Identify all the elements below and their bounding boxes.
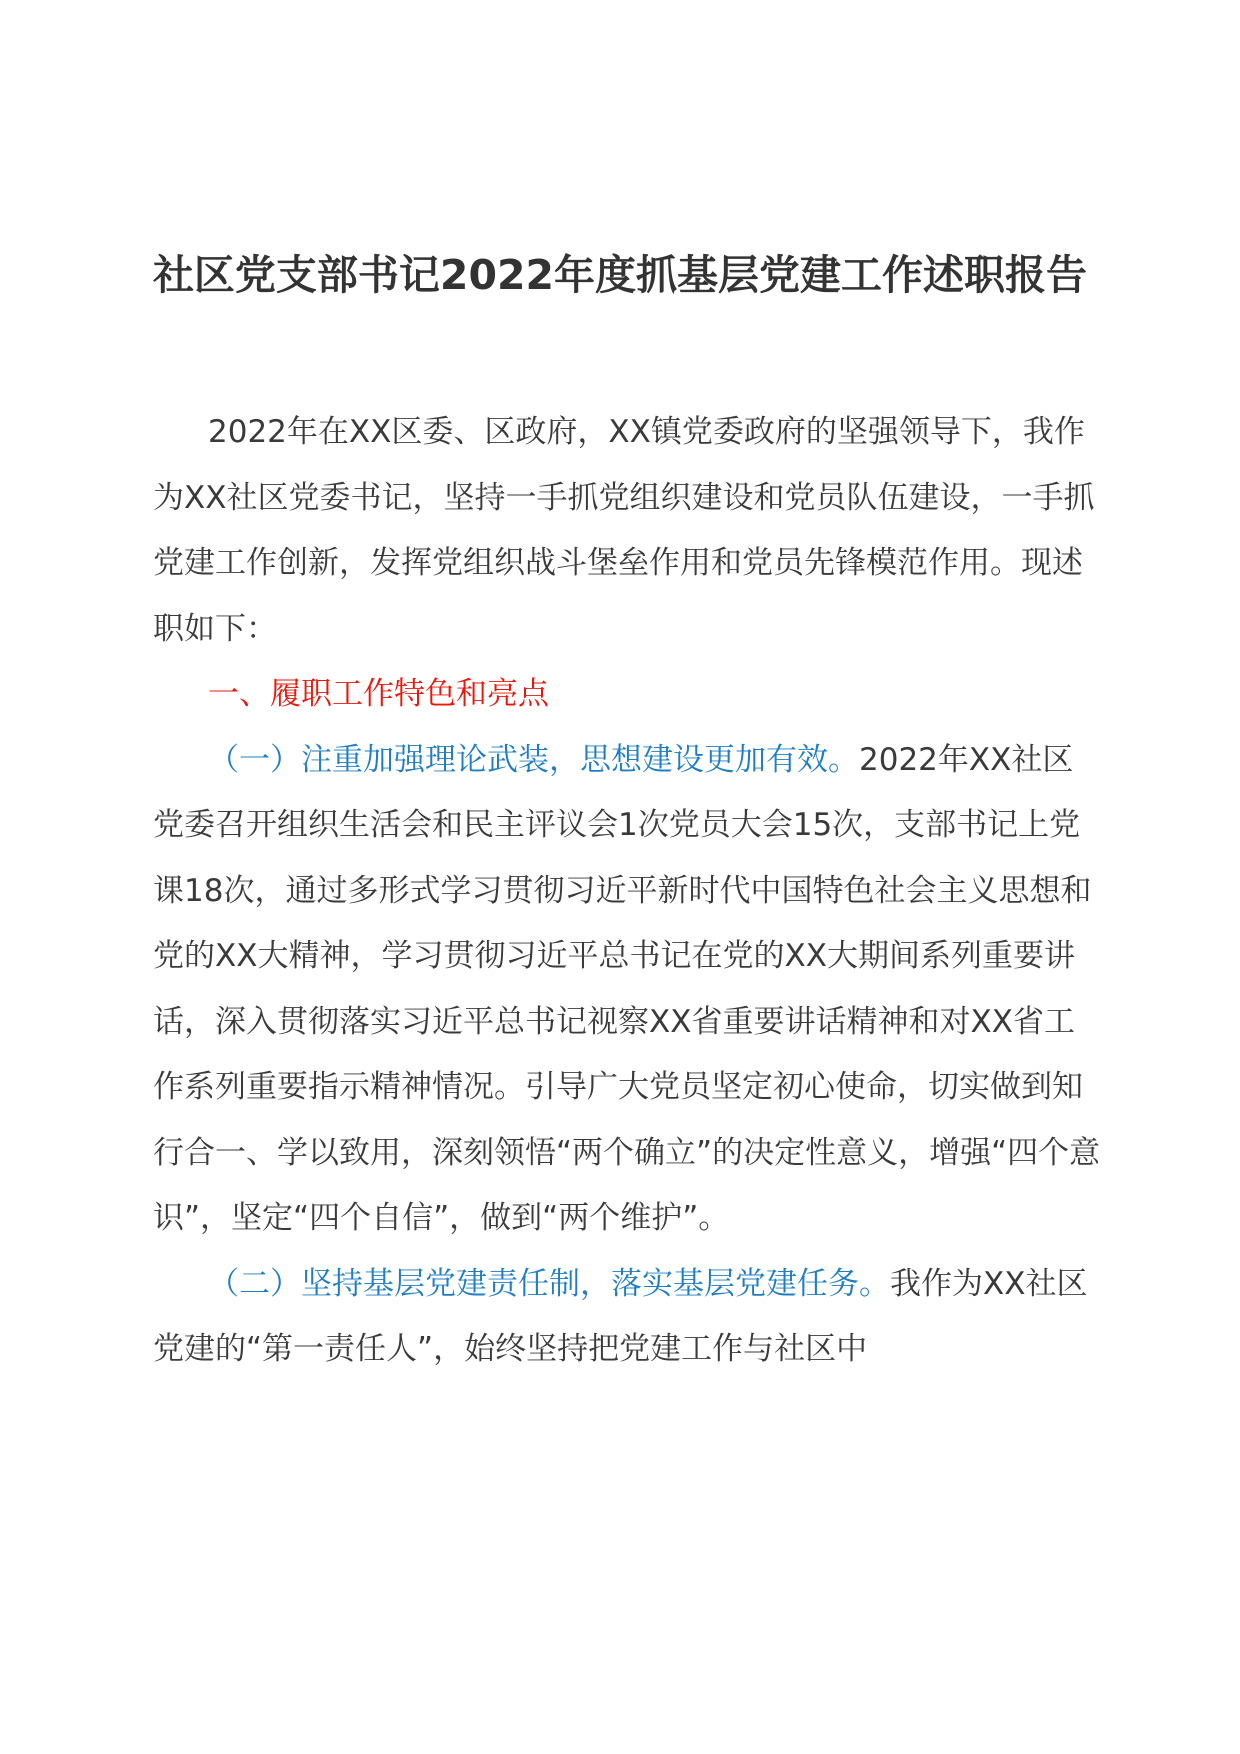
- subsection-body-1: 2022年XX社区党委召开组织生活会和民主评议会1次党员大会15次，支部书记上党课18次，通过多形式学习贯彻习近平新时代中国特色社会主义思想和党的XX大精神，学习贯彻习近平总书记在党的XX大期间系列重要讲话，深入贯彻落实习近平总书记视察XX省重要讲话精神和对XX省工作系列重要指示精神情况。引导广大党员坚定初心使命，切实做到知行合一、学以致用，深刻领悟“两个确立”的决定性意义，增强“四个意识”，坚定“四个自信”，做到“两个维护”。: [153, 741, 1101, 1236]
- document-body: [153, 400, 1103, 1383]
- subsection-paragraph-2: [153, 1252, 1103, 1383]
- intro-paragraph: 2022年在XX区委、区政府，XX镇党委政府的坚强领导下，我作为XX社区党委书记，坚持一手抓党组织建设和党员队伍建设，一手抓党建工作创新，发挥党组织战斗堡垒作用和党员先锋模范作用。现述职如下：: [153, 414, 1095, 647]
- document-title: 社区党支部书记2022年度抓基层党建工作述职报告: [152, 251, 1088, 299]
- subsection-body-2: 我作为XX社区党建的“第一责任人”，始终坚持把党建工作与社区中: [153, 1265, 1088, 1367]
- subsection-heading-2: （二）坚持基层党建责任制，落实基层党建任务。: [208, 1265, 890, 1302]
- subsection-heading-1: （一）注重加强理论武装，思想建设更加有效。: [208, 741, 859, 778]
- section-heading-1: 一、履职工作特色和亮点: [208, 676, 549, 712]
- subsection-paragraph-1: [153, 728, 1103, 1252]
